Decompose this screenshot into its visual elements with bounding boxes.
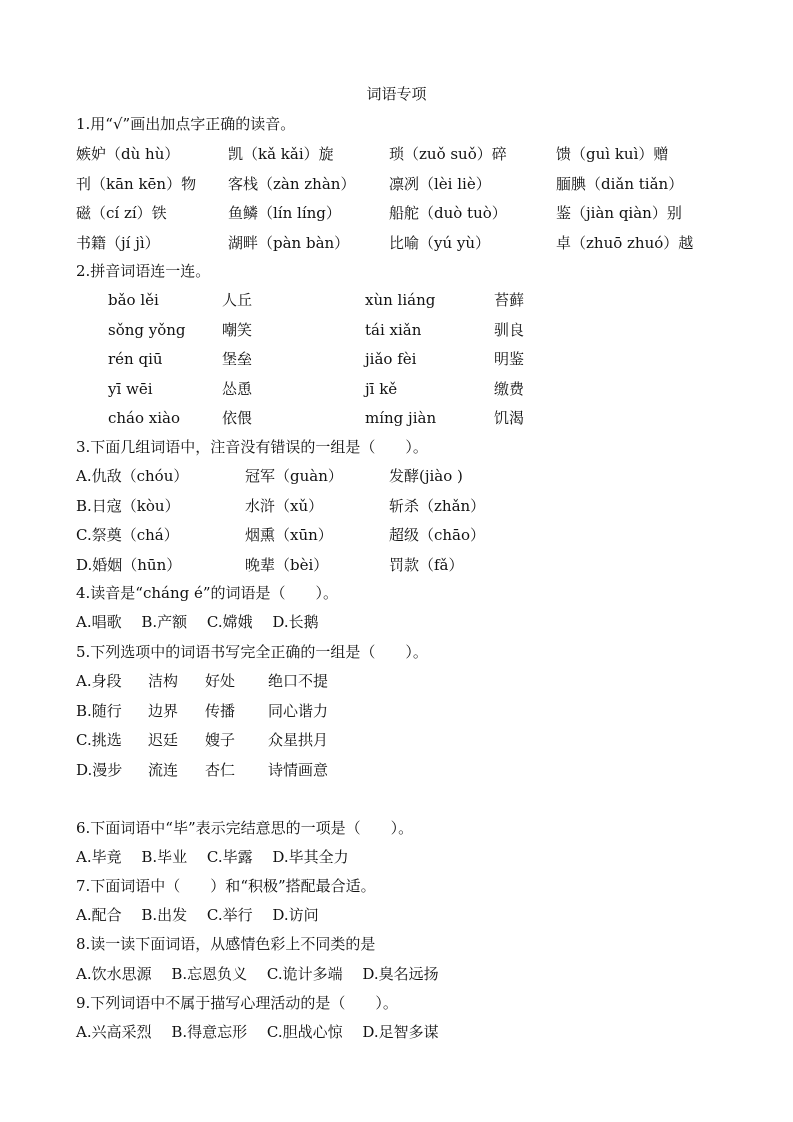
q5-item: A.身段 [76,672,122,690]
q2-item: xùn liáng [365,291,436,309]
q5-item: C.挑选 [76,731,122,749]
q2-item: 怂恿 [222,379,253,398]
q1-item: 鉴（jiàn qiàn）别 [556,204,682,222]
q4-options: A.唱歌 B.产额 C.嫦娥 D.长鹅 [76,613,319,631]
q1-item: 刊（kān kēn）物 [76,174,197,193]
q2-item: 饥渴 [494,409,525,427]
q1-item: 客栈（zàn zhàn） [228,174,356,193]
q2-item: 嘲笑 [222,320,253,339]
q3-item: 斩杀（zhǎn） [389,496,486,515]
q3-item: C.祭奠（chá） [76,526,179,544]
q3-item: 冠军（guàn） [245,467,343,485]
q7-heading: 7.下面词语中（ ）和“积极”搭配最合适。 [76,877,376,895]
q1-item: 腼腆（diǎn tiǎn） [556,174,684,193]
q3-item: 烟熏（xūn） [245,526,333,544]
q2-item: bǎo lěi [108,291,159,309]
q2-item: cháo xiào [108,409,181,427]
q8-options: A.饮水思源 B.忘恩负义 C.诡计多端 D.臭名远扬 [76,965,439,983]
q1-item: 鱼鳞（lín líng） [228,204,341,222]
q5-item: 好处 [205,672,236,690]
q9-heading: 9.下列词语中不属于描写心理活动的是（ ）。 [76,994,398,1012]
q3-item: B.日寇（kòu） [76,496,180,515]
q2-item: 依偎 [222,409,253,427]
q2-item: 缴费 [494,379,525,398]
q5-item: B.随行 [76,701,122,720]
q2-item: rén qiū [108,350,163,368]
q3-item: 发酵(jiào ) [389,467,463,485]
q4-heading: 4.读音是“cháng é”的词语是（ ）。 [76,584,339,602]
q2-heading: 2.拼音词语连一连。 [76,262,211,280]
q5-heading: 5.下列选项中的词语书写完全正确的一组是（ ）。 [76,643,428,661]
q1-item: 磁（cí zí）铁 [76,204,167,222]
q2-item: tái xiǎn [365,320,422,339]
q1-heading: 1.用“√”画出加点字正确的读音。 [76,115,296,133]
q7-options: A.配合 B.出发 C.举行 D.访问 [76,906,319,924]
q1-item: 凯（kǎ kǎi）旋 [228,145,334,163]
q1-item: 凛冽（lèi liè） [389,174,491,193]
q5-item: 边界 [148,701,179,720]
q2-item: míng jiàn [365,409,437,427]
q2-item: 苔藓 [494,291,525,309]
q5-item: 洁构 [148,672,179,690]
q2-item: 人丘 [222,291,253,309]
q5-item: 传播 [205,701,236,720]
q2-item: 驯良 [494,320,525,339]
q2-item: jī kě [365,379,398,398]
q1-item: 嫉妒（dù hù） [76,145,180,163]
q3-item: 水浒（xǔ） [245,496,324,515]
q3-item: D.婚姻（hūn） [76,555,182,574]
q6-options: A.毕竟 B.毕业 C.毕露 D.毕其全力 [76,848,349,866]
q2-item: 堡垒 [222,350,253,368]
q5-item: 诗情画意 [268,760,329,779]
q1-item: 馈（guì kuì）赠 [556,145,669,163]
q1-item: 船舵（duò tuò） [389,204,507,222]
q3-heading: 3.下面几组词语中，注音没有错误的一组是（ ）。 [76,438,428,456]
q5-item: 迟廷 [148,731,179,749]
q9-options: A.兴高采烈 B.得意忘形 C.胆战心惊 D.足智多谋 [76,1023,439,1041]
q3-item: A.仇敌（chóu） [76,467,189,485]
q1-item: 书籍（jí jì） [76,233,160,252]
q3-item: 晚辈（bèi） [245,555,329,574]
q1-item: 湖畔（pàn bàn） [228,233,350,252]
q3-item: 罚款（fǎ） [389,555,464,574]
q5-item: 嫂子 [205,731,236,749]
q5-item: 杏仁 [205,760,236,779]
q2-item: yī wēi [108,379,153,398]
q2-item: sǒng yǒng [108,320,186,339]
q1-item: 比喻（yú yù） [389,233,491,252]
q2-item: 明鉴 [494,350,525,368]
q3-item: 超级（chāo） [389,526,486,544]
q2-item: jiǎo fèi [365,350,417,368]
q1-item: 卓（zhuō zhuó）越 [556,233,694,252]
q6-heading: 6.下面词语中“毕”表示完结意思的一项是（ ）。 [76,819,414,837]
q1-item: 琐（zuǒ suǒ）碎 [389,145,507,163]
q5-item: 流连 [148,760,179,779]
q5-item: 众星拱月 [268,731,329,749]
q5-item: D.漫步 [76,760,123,779]
page-title: 词语专项 [366,85,427,103]
q5-item: 同心谐力 [268,701,329,720]
q8-heading: 8.读一读下面词语，从感情色彩上不同类的是 [76,935,376,953]
q5-item: 绝口不提 [268,672,329,690]
